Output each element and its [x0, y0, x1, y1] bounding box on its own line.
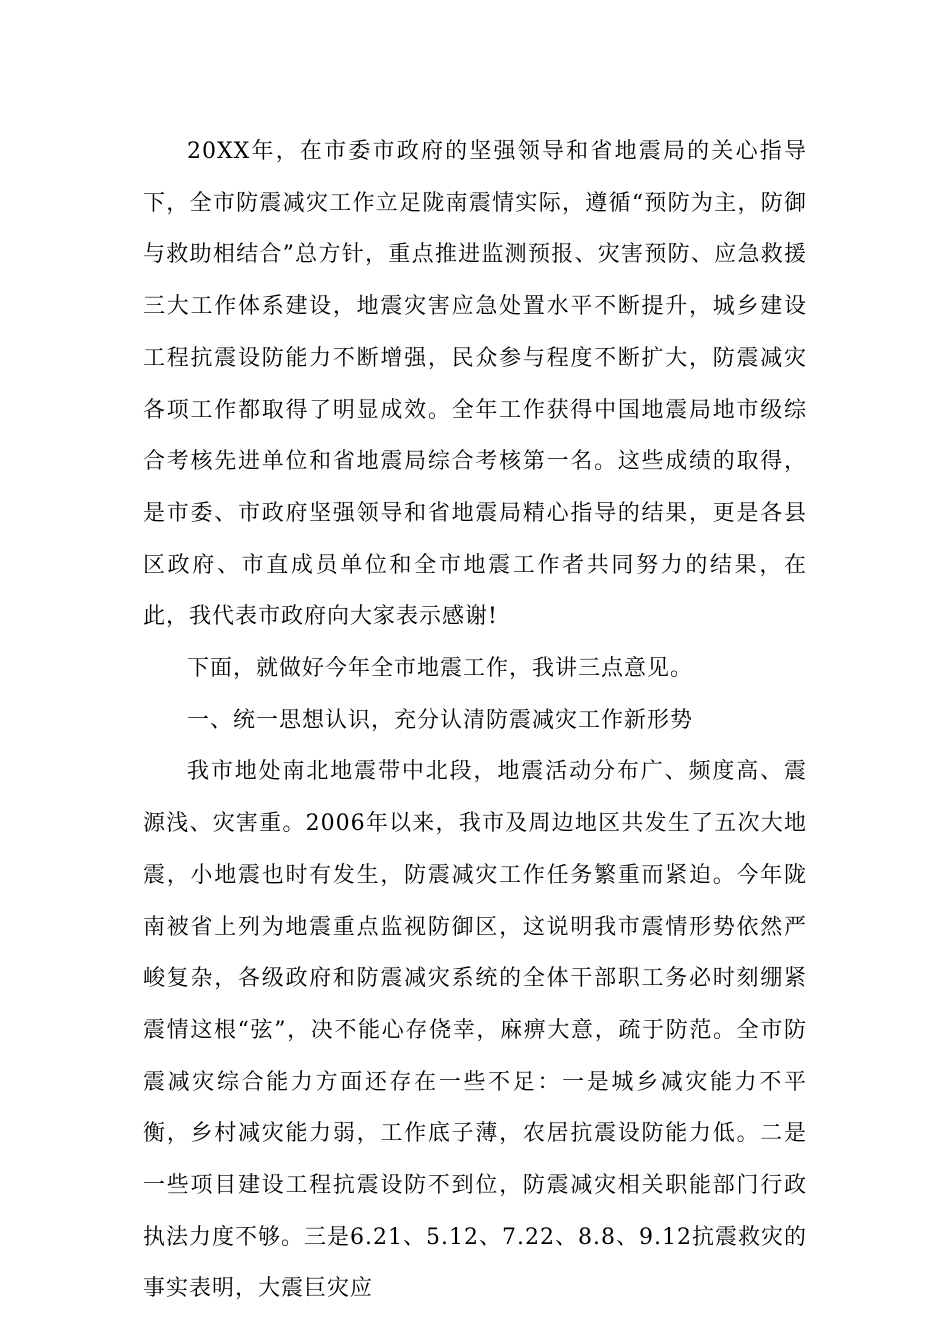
paragraph-achievements: 20XX年，在市委市政府的坚强领导和省地震局的关心指导下，全市防震减灾工作立足陇南震情实际，遵循“预防为主，防御与救助相结合”总方针，重点推进监测预报、灾害预防、应急救援三大工作体系建设，地震灾害应急处置水平不断提升，城乡建设工程抗震设防能力不断增强，民众参与程度不断扩大，防震减灾各项工作都取得了明显成效。全年工作获得中国地震局地市级综合考核先进单位和省地震局综合考核第一名。这些成绩的取得，是市委、市政府坚强领导和省地震局精心指导的结果，更是各县区政府、市直成员单位和全市地震工作者共同努力的结果，在此，我代表市政府向大家表示感谢! [143, 139, 807, 630]
document-body [143, 126, 807, 1315]
paragraph-intro: 下面，就做好今年全市地震工作，我讲三点意见。 [187, 656, 694, 682]
paragraph-situation: 我市地处南北地震带中北段，地震活动分布广、频度高、震源浅、灾害重。2006年以来，我市及周边地区共发生了五次大地震，小地震也时有发生，防震减灾工作任务繁重而紧迫。今年陇南被省上列为地震重点监视防御区，这说明我市震情形势依然严峻复杂，各级政府和防震减灾系统的全体干部职工务必时刻绷紧震情这根“弦”，决不能心存侥幸，麻痹大意，疏于防范。全市防震减灾综合能力方面还存在一些不足：一是城乡减灾能力不平衡，乡村减灾能力弱，工作底子薄，农居抗震设防能力低。二是一些项目建设工程抗震设防不到位，防震减灾相关职能部门行政执法力度不够。三是6.21、5.12、7.22、8.8、9.12抗震救灾的事实表明，大震巨灾应 [143, 759, 807, 1302]
section-heading-1: 一、统一思想认识，充分认清防震减灾工作新形势 [187, 707, 694, 733]
